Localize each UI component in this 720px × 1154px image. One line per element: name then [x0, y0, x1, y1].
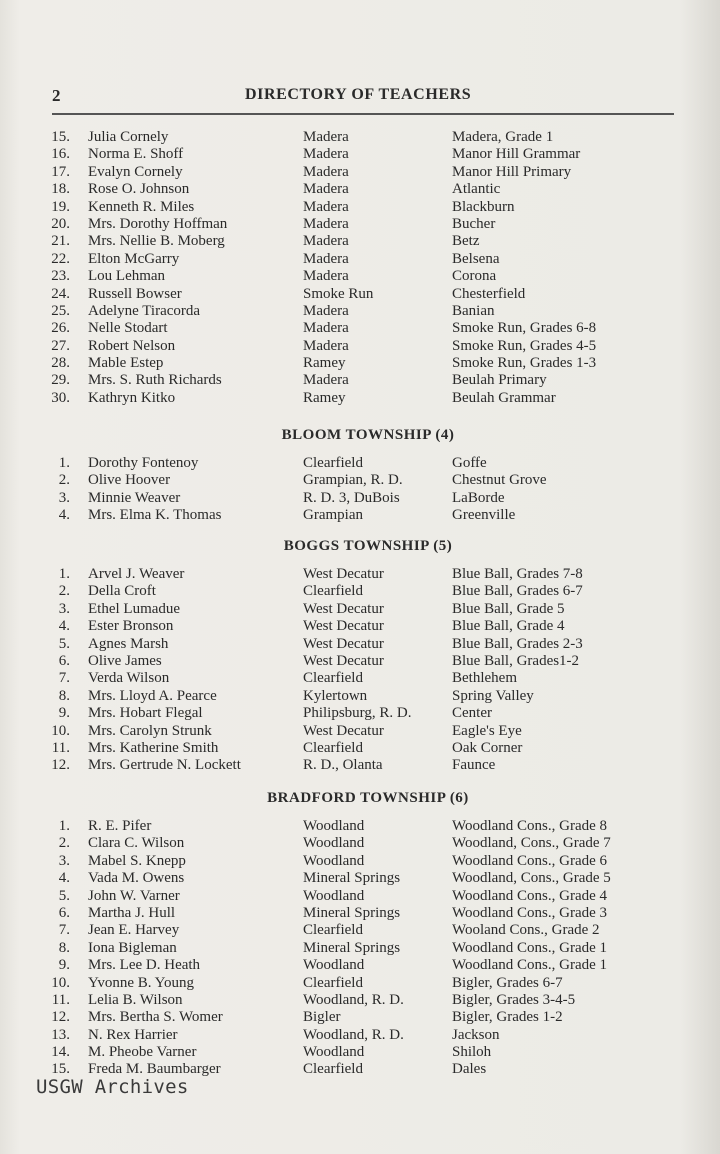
teacher-row: [48, 472, 688, 489]
teacher-row: [48, 888, 688, 905]
post-office: Clearfield: [303, 974, 363, 991]
teacher-row: [48, 957, 688, 974]
teacher-row: [48, 992, 688, 1009]
section-title: BRADFORD TOWNSHIP (6): [267, 790, 469, 806]
teacher-row: [48, 818, 688, 835]
teacher-row: [48, 181, 688, 198]
post-office: Madera: [303, 372, 349, 389]
teacher-name: Ethel Lumadue: [88, 600, 181, 617]
teacher-name: Mrs. Gertrude N. Lockett: [88, 757, 241, 774]
teacher-row: [48, 1009, 688, 1026]
teacher-row: [48, 199, 688, 216]
teacher-name: Arvel J. Weaver: [88, 566, 185, 582]
teacher-row: [48, 146, 688, 163]
row-number: 3.: [58, 852, 70, 869]
post-office: R. D., Olanta: [303, 757, 383, 774]
teacher-row: [48, 870, 688, 887]
post-office: Grampian: [303, 507, 363, 524]
teacher-name: N. Rex Harrier: [88, 1026, 178, 1043]
post-office: Madera: [303, 250, 349, 267]
post-office: West Decatur: [303, 600, 384, 617]
row-number: 10.: [51, 722, 70, 739]
post-office: Mineral Springs: [303, 939, 401, 956]
teacher-name: Kathryn Kitko: [88, 389, 176, 406]
teacher-row: [48, 164, 688, 181]
post-office: West Decatur: [303, 722, 384, 739]
row-number: 30.: [51, 389, 70, 406]
school-name: Woodland, Cons., Grade 7: [452, 835, 611, 852]
row-number: 18.: [51, 181, 70, 198]
teacher-name: Mrs. Nellie B. Moberg: [88, 233, 225, 250]
teacher-name: Mabel S. Knepp: [88, 852, 186, 869]
school-name: Beulah Primary: [452, 372, 547, 389]
post-office: Mineral Springs: [303, 904, 401, 921]
row-number: 7.: [58, 670, 70, 687]
teacher-row: [48, 216, 688, 233]
teacher-name: Mrs. Lee D. Heath: [88, 957, 201, 974]
row-number: 15.: [51, 1061, 70, 1078]
school-name: Smoke Run, Grades 1-3: [452, 355, 597, 372]
row-number: 20.: [51, 215, 70, 232]
post-office: Woodland, R. D.: [303, 991, 404, 1008]
row-number: 1.: [58, 818, 70, 834]
teacher-name: Minnie Weaver: [88, 489, 181, 506]
teacher-name: Ester Bronson: [88, 618, 174, 635]
teacher-name: Lou Lehman: [88, 268, 166, 285]
section-title: BOGGS TOWNSHIP (5): [283, 538, 453, 554]
school-name: Bethlehem: [452, 670, 517, 687]
post-office: Clearfield: [303, 739, 363, 756]
row-number: 27.: [51, 337, 70, 354]
teacher-name: Clara C. Wilson: [88, 835, 185, 852]
school-name: Spring Valley: [452, 687, 534, 704]
row-number: 8.: [58, 687, 70, 704]
school-name: Woodland, Cons., Grade 5: [452, 870, 611, 887]
post-office: Madera: [303, 181, 349, 198]
row-number: 8.: [58, 939, 70, 956]
school-name: Blue Ball, Grades 6-7: [452, 583, 583, 600]
teacher-row: [48, 922, 688, 939]
row-number: 4.: [58, 507, 70, 524]
school-name: Smoke Run, Grades 6-8: [452, 320, 597, 337]
school-name: Chestnut Grove: [452, 472, 547, 489]
post-office: Madera: [303, 302, 349, 319]
row-number: 22.: [51, 250, 70, 267]
school-name: Woodland Cons., Grade 3: [452, 904, 608, 921]
row-number: 1.: [58, 566, 70, 582]
row-number: 21.: [51, 233, 70, 250]
row-number: 5.: [58, 887, 70, 904]
teacher-row: [48, 975, 688, 992]
teacher-row: [48, 507, 688, 524]
post-office: Clearfield: [303, 583, 363, 600]
teacher-name: Jean E. Harvey: [88, 922, 180, 939]
teacher-row: [48, 688, 688, 705]
post-office: Madera: [303, 233, 349, 250]
teacher-row: [48, 390, 688, 407]
row-number: 29.: [51, 372, 70, 389]
teacher-row: [48, 233, 688, 250]
page-header: [52, 86, 674, 110]
teacher-row: [48, 355, 688, 372]
teacher-row: [48, 835, 688, 852]
row-number: 28.: [51, 355, 70, 372]
teacher-name: Kenneth R. Miles: [88, 198, 195, 215]
post-office: Woodland: [303, 835, 365, 852]
school-name: Center: [452, 705, 492, 722]
teacher-name: Mrs. Hobart Flegal: [88, 705, 203, 722]
teacher-row: [48, 566, 688, 583]
row-number: 2.: [58, 583, 70, 600]
teacher-name: Agnes Marsh: [88, 635, 169, 652]
school-name: Oak Corner: [452, 739, 523, 756]
teacher-name: Iona Bigleman: [88, 939, 177, 956]
teacher-row: [48, 583, 688, 600]
teacher-row: [48, 320, 688, 337]
school-name: Jackson: [452, 1026, 500, 1043]
school-name: Blue Ball, Grades 7-8: [452, 566, 583, 582]
post-office: Clearfield: [303, 455, 363, 471]
school-name: Blackburn: [452, 198, 515, 215]
teacher-row: [48, 905, 688, 922]
row-number: 2.: [58, 472, 70, 489]
row-number: 14.: [51, 1044, 70, 1061]
row-number: 11.: [51, 739, 70, 756]
running-title: DIRECTORY OF TEACHERS: [245, 86, 472, 103]
post-office: Ramey: [303, 355, 346, 372]
post-office: Mineral Springs: [303, 870, 401, 887]
watermark: USGW Archives: [36, 1076, 189, 1098]
post-office: West Decatur: [303, 618, 384, 635]
post-office: Smoke Run: [303, 285, 374, 302]
row-number: 24.: [51, 285, 70, 302]
school-name: Smoke Run, Grades 4-5: [452, 337, 597, 354]
row-number: 15.: [51, 129, 70, 145]
section-title: BLOOM TOWNSHIP (4): [281, 427, 455, 443]
teacher-row: [48, 853, 688, 870]
teacher-name: Mrs. Elma K. Thomas: [88, 507, 222, 524]
school-name: Woodland Cons., Grade 1: [452, 957, 608, 974]
teacher-row: [48, 636, 688, 653]
school-name: Wooland Cons., Grade 2: [452, 922, 600, 939]
teacher-name: Evalyn Cornely: [88, 163, 183, 180]
school-name: Chesterfield: [452, 285, 526, 302]
school-name: Woodland Cons., Grade 8: [452, 818, 608, 834]
teacher-name: Adelyne Tiracorda: [88, 302, 201, 319]
teacher-row: [48, 670, 688, 687]
row-number: 3.: [58, 489, 70, 506]
post-office: Woodland: [303, 957, 365, 974]
school-name: Woodland Cons., Grade 1: [452, 939, 608, 956]
teacher-row: [48, 455, 688, 472]
teacher-row: [48, 490, 688, 507]
teacher-name: Elton McGarry: [88, 250, 180, 267]
row-number: 12.: [51, 757, 70, 774]
teacher-row: [48, 286, 688, 303]
teacher-row: [48, 618, 688, 635]
school-name: Blue Ball, Grade 5: [452, 600, 565, 617]
row-number: 3.: [58, 600, 70, 617]
school-name: Madera, Grade 1: [452, 129, 554, 145]
teacher-name: Mrs. S. Ruth Richards: [88, 372, 222, 389]
teacher-row: [48, 757, 688, 774]
row-number: 9.: [58, 957, 70, 974]
post-office: Bigler: [303, 1009, 341, 1026]
post-office: West Decatur: [303, 566, 384, 582]
school-name: Eagle's Eye: [452, 722, 522, 739]
school-name: Corona: [452, 268, 497, 285]
school-name: Atlantic: [452, 181, 501, 198]
teacher-name: Olive James: [88, 652, 162, 669]
post-office: Madera: [303, 320, 349, 337]
post-office: Madera: [303, 337, 349, 354]
teacher-name: M. Pheobe Varner: [88, 1044, 197, 1061]
madera-section-continued: [48, 129, 688, 407]
teacher-name: Della Croft: [88, 583, 156, 600]
section-gap: [48, 446, 688, 455]
row-number: 10.: [51, 974, 70, 991]
teacher-row: [48, 129, 688, 146]
teacher-name: R. E. Pifer: [88, 818, 152, 834]
teacher-name: Robert Nelson: [88, 337, 176, 354]
row-number: 11.: [51, 991, 70, 1008]
school-name: Woodland Cons., Grade 6: [452, 852, 608, 869]
teacher-row: [48, 653, 688, 670]
school-name: Beulah Grammar: [452, 389, 556, 406]
row-number: 4.: [58, 618, 70, 635]
teacher-row: [48, 940, 688, 957]
teacher-name: Mrs. Katherine Smith: [88, 739, 219, 756]
teacher-name: Olive Hoover: [88, 472, 171, 489]
post-office: Clearfield: [303, 1061, 363, 1078]
school-name: Bucher: [452, 215, 496, 232]
teacher-name: Julia Cornely: [88, 129, 169, 145]
teacher-name: Nelle Stodart: [88, 320, 168, 337]
school-name: Bigler, Grades 1-2: [452, 1009, 563, 1026]
school-name: Blue Ball, Grades 2-3: [452, 635, 583, 652]
post-office: Woodland: [303, 818, 365, 834]
row-number: 6.: [58, 652, 70, 669]
post-office: Clearfield: [303, 922, 363, 939]
row-number: 19.: [51, 198, 70, 215]
school-name: Belsena: [452, 250, 500, 267]
teacher-name: Mrs. Lloyd A. Pearce: [88, 687, 217, 704]
row-number: 9.: [58, 705, 70, 722]
teacher-row: [48, 1044, 688, 1061]
post-office: Kylertown: [303, 687, 368, 704]
teacher-name: Dorothy Fontenoy: [88, 455, 199, 471]
header-rule: [52, 113, 674, 115]
row-number: 5.: [58, 635, 70, 652]
post-office: Grampian, R. D.: [303, 472, 403, 489]
school-name: Banian: [452, 302, 495, 319]
post-office: Ramey: [303, 389, 346, 406]
post-office: West Decatur: [303, 635, 384, 652]
row-number: 16.: [51, 146, 70, 163]
post-office: Woodland: [303, 1044, 365, 1061]
row-number: 4.: [58, 870, 70, 887]
teacher-row: [48, 601, 688, 618]
row-number: 7.: [58, 922, 70, 939]
section-gap: [48, 809, 688, 818]
row-number: 1.: [58, 455, 70, 471]
page-number: 2: [52, 86, 61, 105]
post-office: Madera: [303, 198, 349, 215]
teacher-row: [48, 251, 688, 268]
row-number: 12.: [51, 1009, 70, 1026]
row-number: 13.: [51, 1026, 70, 1043]
school-name: Greenville: [452, 507, 516, 524]
school-name: Manor Hill Primary: [452, 163, 572, 180]
school-name: Bigler, Grades 3-4-5: [452, 991, 576, 1008]
post-office: Madera: [303, 146, 349, 163]
post-office: Clearfield: [303, 670, 363, 687]
teacher-name: Mrs. Carolyn Strunk: [88, 722, 212, 739]
row-number: 26.: [51, 320, 70, 337]
post-office: Philipsburg, R. D.: [303, 705, 412, 722]
post-office: Woodland: [303, 852, 365, 869]
post-office: West Decatur: [303, 652, 384, 669]
teacher-name: Vada M. Owens: [88, 870, 185, 887]
teacher-row: [48, 723, 688, 740]
teacher-name: John W. Varner: [88, 887, 180, 904]
post-office: Madera: [303, 215, 349, 232]
teacher-name: Verda Wilson: [88, 670, 170, 687]
bradford-township-section: [48, 787, 688, 1079]
school-name: Faunce: [452, 757, 496, 774]
row-number: 2.: [58, 835, 70, 852]
row-number: 6.: [58, 904, 70, 921]
school-name: Manor Hill Grammar: [452, 146, 581, 163]
row-number: 25.: [51, 302, 70, 319]
teacher-name: Freda M. Baumbarger: [88, 1061, 221, 1078]
teacher-row: [48, 268, 688, 285]
teacher-name: Russell Bowser: [88, 285, 182, 302]
teacher-name: Yvonne B. Young: [88, 974, 195, 991]
school-name: Woodland Cons., Grade 4: [452, 887, 608, 904]
post-office: Madera: [303, 129, 349, 145]
teacher-name: Mrs. Bertha S. Womer: [88, 1009, 223, 1026]
boggs-township-section: [48, 535, 688, 775]
post-office: Madera: [303, 163, 349, 180]
teacher-row: [48, 740, 688, 757]
row-number: 17.: [51, 163, 70, 180]
bloom-township-section: [48, 424, 688, 525]
post-office: R. D. 3, DuBois: [303, 489, 400, 506]
school-name: Blue Ball, Grade 4: [452, 618, 565, 635]
post-office: Woodland: [303, 887, 365, 904]
school-name: Bigler, Grades 6-7: [452, 974, 563, 991]
teacher-name: Mrs. Dorothy Hoffman: [88, 215, 228, 232]
post-office: Woodland, R. D.: [303, 1026, 404, 1043]
section-gap: [48, 557, 688, 566]
teacher-name: Norma E. Shoff: [88, 146, 184, 163]
teacher-name: Lelia B. Wilson: [88, 991, 183, 1008]
row-number: 23.: [51, 268, 70, 285]
teacher-row: [48, 303, 688, 320]
school-name: Dales: [452, 1061, 487, 1078]
teacher-row: [48, 1027, 688, 1044]
teacher-name: Martha J. Hull: [88, 904, 176, 921]
school-name: LaBorde: [452, 489, 505, 506]
teacher-name: Mable Estep: [88, 355, 164, 372]
post-office: Madera: [303, 268, 349, 285]
school-name: Shiloh: [452, 1044, 492, 1061]
teacher-row: [48, 705, 688, 722]
school-name: Goffe: [452, 455, 487, 471]
teacher-name: Rose O. Johnson: [88, 181, 190, 198]
school-name: Betz: [452, 233, 480, 250]
teacher-row: [48, 372, 688, 389]
teacher-row: [48, 338, 688, 355]
school-name: Blue Ball, Grades1-2: [452, 652, 580, 669]
